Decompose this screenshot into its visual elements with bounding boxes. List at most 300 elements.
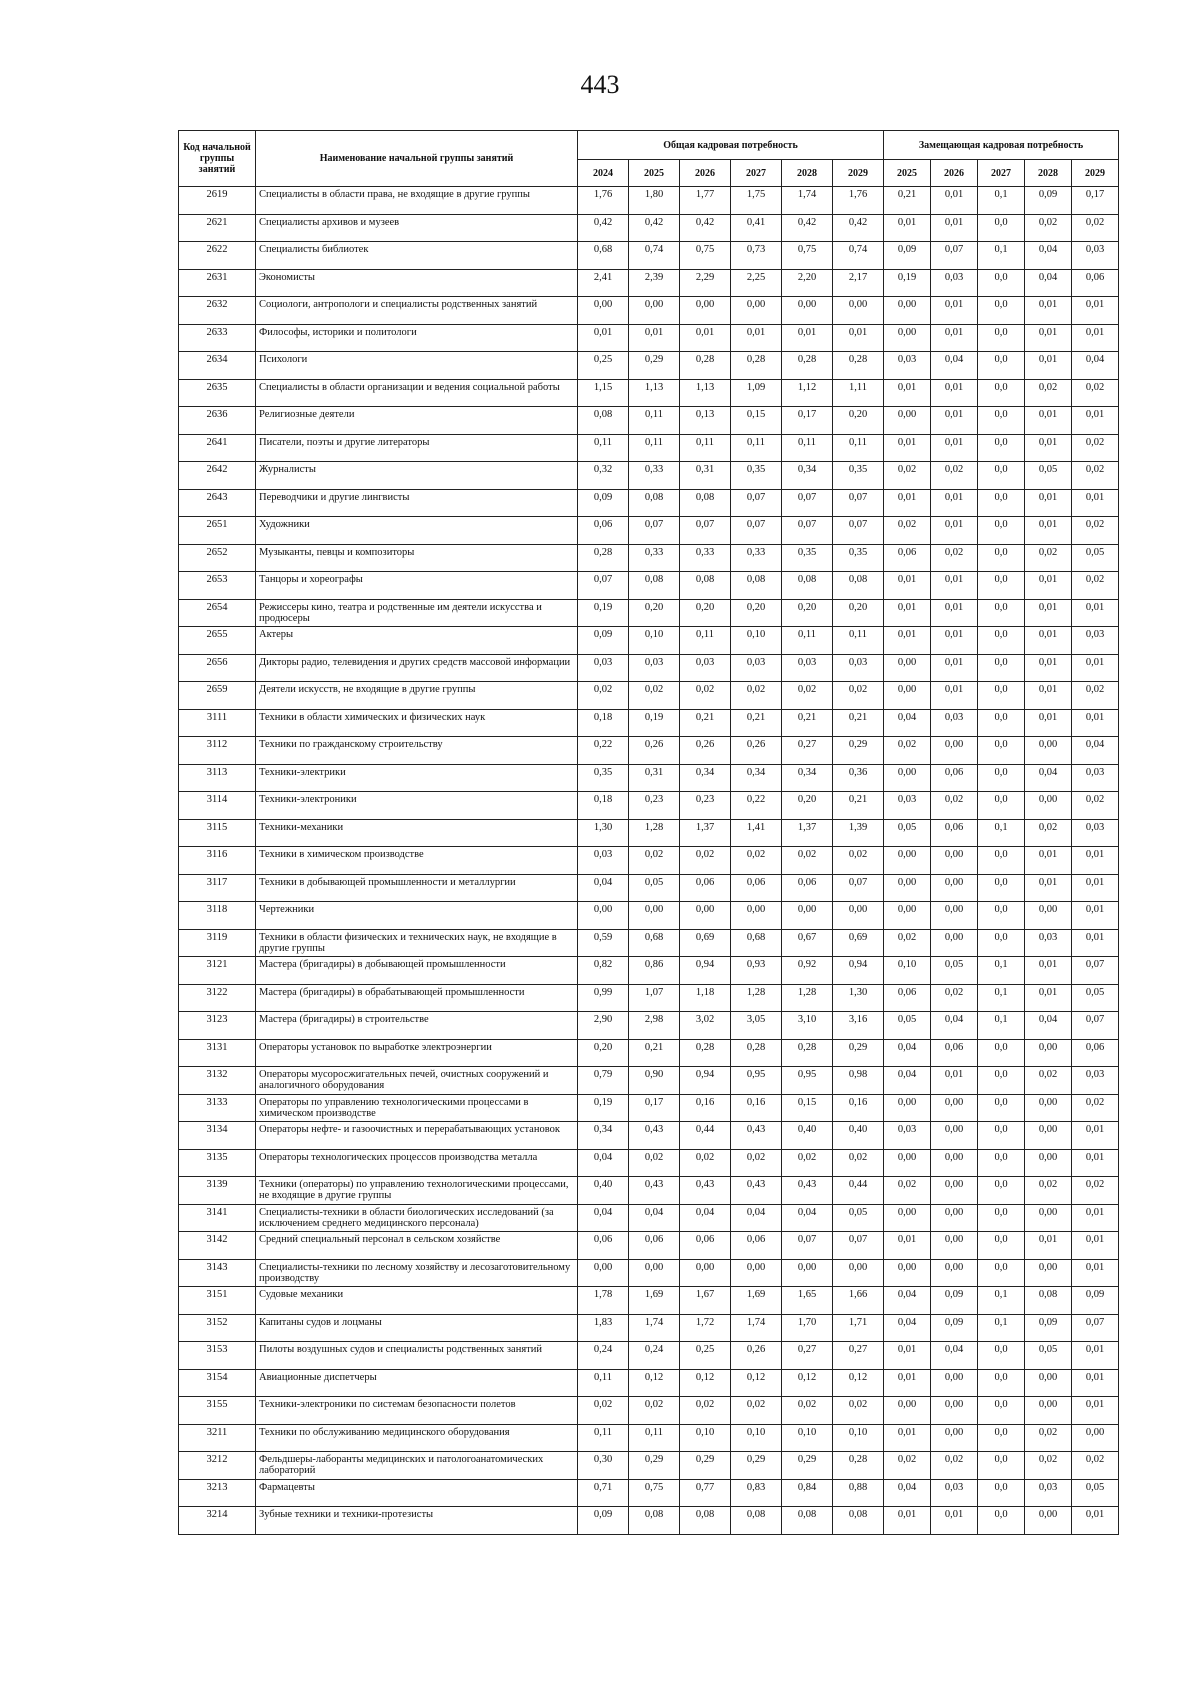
table-row [179,682,1119,710]
replacement-need-value: 0,02 [931,544,978,572]
total-need-value: 1,37 [782,819,833,847]
total-need-value: 0,02 [833,1397,884,1425]
total-need-value: 0,42 [578,214,629,242]
replacement-need-value: 0,01 [1072,1122,1119,1150]
total-need-value: 0,26 [731,737,782,765]
replacement-need-value: 0,0 [978,1259,1025,1287]
replacement-need-value: 0,0 [978,1122,1025,1150]
table-row [179,214,1119,242]
total-need-value: 0,07 [731,517,782,545]
replacement-need-value: 0,0 [978,1507,1025,1535]
occupation-name: Техники-электроники [256,792,578,820]
total-need-value: 0,01 [782,324,833,352]
replacement-need-value: 0,01 [1025,1232,1072,1260]
total-need-value: 0,02 [629,682,680,710]
total-need-value: 0,02 [833,847,884,875]
total-need-value: 1,37 [680,819,731,847]
total-need-value: 0,02 [629,847,680,875]
total-need-value: 0,06 [782,874,833,902]
occupation-name: Режиссеры кино, театра и родственные им деятели искусства и продюсеры [256,599,578,627]
occupation-code: 2632 [179,297,256,325]
replacement-need-value: 0,1 [978,1314,1025,1342]
total-need-value: 0,29 [629,1452,680,1480]
table-row [179,517,1119,545]
table-row [179,352,1119,380]
total-need-value: 0,40 [833,1122,884,1150]
replacement-need-value: 0,07 [931,242,978,270]
total-need-value: 0,35 [833,544,884,572]
replacement-need-value: 0,03 [1072,764,1119,792]
total-need-value: 0,43 [629,1122,680,1150]
replacement-need-value: 0,02 [1072,682,1119,710]
replacement-need-value: 0,03 [931,269,978,297]
total-need-value: 0,17 [629,1094,680,1122]
total-need-value: 0,43 [731,1122,782,1150]
total-need-value: 0,40 [782,1122,833,1150]
replacement-need-value: 0,0 [978,1479,1025,1507]
occupation-code: 2634 [179,352,256,380]
total-need-value: 0,93 [731,957,782,985]
replacement-need-value: 0,01 [931,489,978,517]
replacement-need-value: 0,01 [931,434,978,462]
total-need-value: 0,16 [833,1094,884,1122]
replacement-need-value: 0,06 [1072,269,1119,297]
replacement-need-value: 0,00 [931,929,978,957]
total-need-value: 0,03 [578,847,629,875]
total-need-value: 0,00 [578,297,629,325]
total-need-value: 0,01 [731,324,782,352]
replacement-need-value: 0,0 [978,407,1025,435]
replacement-need-value: 0,01 [884,1369,931,1397]
total-need-value: 0,31 [680,462,731,490]
replacement-need-value: 0,07 [1072,1012,1119,1040]
total-need-value: 0,00 [629,902,680,930]
total-need-value: 0,22 [731,792,782,820]
total-need-value: 1,11 [833,379,884,407]
total-need-value: 1,72 [680,1314,731,1342]
total-need-value: 0,25 [680,1342,731,1370]
header-code: Код начальной группы занятий [179,131,256,187]
total-need-value: 0,11 [629,1424,680,1452]
replacement-need-value: 0,02 [1072,792,1119,820]
replacement-need-value: 0,04 [884,1287,931,1315]
replacement-need-value: 0,00 [884,764,931,792]
replacement-need-value: 0,00 [884,1259,931,1287]
total-need-value: 0,21 [782,709,833,737]
header-replacement-year: 2026 [931,160,978,187]
occupation-code: 3213 [179,1479,256,1507]
table-row [179,1012,1119,1040]
occupation-code: 3132 [179,1067,256,1095]
total-need-value: 0,26 [680,737,731,765]
total-need-value: 0,21 [629,1039,680,1067]
total-need-value: 0,28 [833,352,884,380]
replacement-need-value: 0,07 [1072,957,1119,985]
total-need-value: 1,75 [731,187,782,215]
replacement-need-value: 0,09 [931,1287,978,1315]
total-need-value: 0,11 [731,434,782,462]
total-need-value: 0,04 [578,1204,629,1232]
total-need-value: 0,28 [731,1039,782,1067]
total-need-value: 1,74 [782,187,833,215]
replacement-need-value: 0,06 [931,764,978,792]
replacement-need-value: 0,01 [1025,517,1072,545]
replacement-need-value: 0,01 [931,682,978,710]
occupation-name: Мастера (бригадиры) в обрабатывающей промышленности [256,984,578,1012]
replacement-need-value: 0,01 [931,324,978,352]
replacement-need-value: 0,17 [1072,187,1119,215]
replacement-need-value: 0,06 [884,544,931,572]
table-row [179,1259,1119,1287]
replacement-need-value: 0,0 [978,1094,1025,1122]
total-need-value: 0,28 [578,544,629,572]
occupation-code: 2631 [179,269,256,297]
table-row [179,1369,1119,1397]
replacement-need-value: 0,02 [884,1177,931,1205]
total-need-value: 0,42 [629,214,680,242]
occupation-code: 3121 [179,957,256,985]
total-need-value: 1,18 [680,984,731,1012]
total-need-value: 1,39 [833,819,884,847]
total-need-value: 0,34 [782,462,833,490]
total-need-value: 0,09 [578,627,629,655]
total-need-value: 0,01 [578,324,629,352]
table-row [179,737,1119,765]
replacement-need-value: 0,09 [884,242,931,270]
total-need-value: 0,11 [782,434,833,462]
table-row [179,1122,1119,1150]
total-need-value: 0,35 [731,462,782,490]
replacement-need-value: 0,0 [978,1067,1025,1095]
replacement-need-value: 0,01 [1072,1204,1119,1232]
occupation-name: Философы, историки и политологи [256,324,578,352]
header-total-year: 2024 [578,160,629,187]
replacement-need-value: 0,00 [884,874,931,902]
total-need-value: 0,74 [833,242,884,270]
total-need-value: 1,13 [680,379,731,407]
total-need-value: 1,41 [731,819,782,847]
replacement-need-value: 0,02 [1025,1067,1072,1095]
table-row [179,819,1119,847]
replacement-need-value: 0,1 [978,187,1025,215]
total-need-value: 0,42 [680,214,731,242]
total-need-value: 0,67 [782,929,833,957]
total-need-value: 0,29 [833,1039,884,1067]
total-need-value: 0,04 [731,1204,782,1232]
occupation-name: Техники в области химических и физических наук [256,709,578,737]
total-need-value: 0,10 [731,627,782,655]
replacement-need-value: 0,00 [931,1424,978,1452]
total-need-value: 0,79 [578,1067,629,1095]
replacement-need-value: 0,0 [978,792,1025,820]
replacement-need-value: 0,01 [884,627,931,655]
occupation-name: Писатели, поэты и другие литераторы [256,434,578,462]
total-need-value: 0,35 [578,764,629,792]
total-need-value: 0,42 [782,214,833,242]
replacement-need-value: 0,01 [931,572,978,600]
replacement-need-value: 0,00 [1025,1149,1072,1177]
table-row [179,1149,1119,1177]
replacement-need-value: 0,0 [978,1204,1025,1232]
replacement-need-value: 0,04 [1025,764,1072,792]
total-need-value: 0,00 [833,1259,884,1287]
table-row [179,324,1119,352]
total-need-value: 0,07 [578,572,629,600]
total-need-value: 1,76 [833,187,884,215]
replacement-need-value: 0,01 [1025,407,1072,435]
total-need-value: 0,33 [680,544,731,572]
occupation-code: 2651 [179,517,256,545]
replacement-need-value: 0,1 [978,819,1025,847]
total-need-value: 0,92 [782,957,833,985]
replacement-need-value: 0,01 [1072,1232,1119,1260]
table-row [179,379,1119,407]
total-need-value: 2,90 [578,1012,629,1040]
replacement-need-value: 0,0 [978,489,1025,517]
total-need-value: 0,04 [578,874,629,902]
total-need-value: 0,07 [833,489,884,517]
replacement-need-value: 0,00 [884,1204,931,1232]
occupation-name: Авиационные диспетчеры [256,1369,578,1397]
replacement-need-value: 0,01 [884,434,931,462]
total-need-value: 0,03 [578,654,629,682]
total-need-value: 1,78 [578,1287,629,1315]
table-row [179,709,1119,737]
occupation-code: 2642 [179,462,256,490]
total-need-value: 1,12 [782,379,833,407]
total-need-value: 1,70 [782,1314,833,1342]
occupation-name: Пилоты воздушных судов и специалисты родственных занятий [256,1342,578,1370]
total-need-value: 0,33 [731,544,782,572]
replacement-need-value: 0,02 [884,737,931,765]
table-row [179,1232,1119,1260]
replacement-need-value: 0,06 [884,984,931,1012]
total-need-value: 0,09 [578,1507,629,1535]
replacement-need-value: 0,19 [884,269,931,297]
total-need-value: 0,11 [629,407,680,435]
total-need-value: 0,34 [578,1122,629,1150]
total-need-value: 1,66 [833,1287,884,1315]
table-row [179,1287,1119,1315]
total-need-value: 2,25 [731,269,782,297]
total-need-value: 0,02 [629,1149,680,1177]
replacement-need-value: 0,02 [1072,1177,1119,1205]
replacement-need-value: 0,00 [931,737,978,765]
replacement-need-value: 0,05 [884,819,931,847]
occupation-name: Психологи [256,352,578,380]
total-need-value: 0,08 [782,1507,833,1535]
total-need-value: 0,43 [680,1177,731,1205]
replacement-need-value: 0,01 [884,379,931,407]
occupation-name: Техники по гражданскому строительству [256,737,578,765]
total-need-value: 0,27 [782,737,833,765]
total-need-value: 0,40 [578,1177,629,1205]
total-need-value: 0,07 [833,874,884,902]
total-need-value: 0,00 [629,297,680,325]
replacement-need-value: 0,01 [1072,1369,1119,1397]
total-need-value: 0,86 [629,957,680,985]
replacement-need-value: 0,00 [884,1094,931,1122]
total-need-value: 0,28 [680,1039,731,1067]
replacement-need-value: 0,01 [931,1507,978,1535]
occupation-name: Актеры [256,627,578,655]
replacement-need-value: 0,01 [1025,352,1072,380]
total-need-value: 0,19 [578,1094,629,1122]
total-need-value: 0,83 [731,1479,782,1507]
total-need-value: 0,03 [782,654,833,682]
replacement-need-value: 0,01 [1025,847,1072,875]
total-need-value: 0,99 [578,984,629,1012]
total-need-value: 0,95 [731,1067,782,1095]
total-need-value: 0,88 [833,1479,884,1507]
occupation-code: 3133 [179,1094,256,1122]
total-need-value: 0,11 [578,434,629,462]
replacement-need-value: 0,00 [1025,1259,1072,1287]
replacement-need-value: 0,00 [884,324,931,352]
table-row [179,957,1119,985]
total-need-value: 0,41 [731,214,782,242]
occupation-name: Религиозные деятели [256,407,578,435]
total-need-value: 1,77 [680,187,731,215]
total-need-value: 0,07 [833,1232,884,1260]
total-need-value: 0,00 [731,1259,782,1287]
replacement-need-value: 0,05 [1072,544,1119,572]
replacement-need-value: 0,0 [978,874,1025,902]
table-row [179,1094,1119,1122]
total-need-value: 0,04 [782,1204,833,1232]
table-row [179,1067,1119,1095]
occupation-code: 3118 [179,902,256,930]
total-need-value: 0,20 [578,1039,629,1067]
occupation-code: 3211 [179,1424,256,1452]
replacement-need-value: 0,00 [1025,1369,1072,1397]
replacement-need-value: 0,0 [978,654,1025,682]
occupation-code: 2659 [179,682,256,710]
replacement-need-value: 0,01 [884,1232,931,1260]
replacement-need-value: 0,01 [884,1342,931,1370]
total-need-value: 0,00 [782,1259,833,1287]
total-need-value: 0,07 [629,517,680,545]
total-need-value: 0,02 [833,682,884,710]
total-need-value: 0,07 [782,1232,833,1260]
total-need-value: 0,03 [731,654,782,682]
occupation-name: Журналисты [256,462,578,490]
occupation-code: 3117 [179,874,256,902]
occupation-name: Переводчики и другие лингвисты [256,489,578,517]
replacement-need-value: 0,06 [931,819,978,847]
total-need-value: 0,28 [833,1452,884,1480]
total-need-value: 0,21 [833,709,884,737]
total-need-value: 0,02 [731,682,782,710]
total-need-value: 0,11 [578,1424,629,1452]
total-need-value: 0,02 [782,1149,833,1177]
total-need-value: 0,21 [833,792,884,820]
occupation-code: 2635 [179,379,256,407]
total-need-value: 0,29 [629,352,680,380]
replacement-need-value: 0,09 [1072,1287,1119,1315]
occupation-code: 3123 [179,1012,256,1040]
header-total-year: 2025 [629,160,680,187]
total-need-value: 3,02 [680,1012,731,1040]
replacement-need-value: 0,01 [931,187,978,215]
replacement-need-value: 0,01 [1025,957,1072,985]
total-need-value: 0,10 [731,1424,782,1452]
replacement-need-value: 0,05 [884,1012,931,1040]
table-row [179,874,1119,902]
total-need-value: 0,94 [680,1067,731,1095]
total-need-value: 0,06 [731,1232,782,1260]
total-need-value: 0,00 [680,297,731,325]
table-row [179,1452,1119,1480]
occupation-name: Капитаны судов и лоцманы [256,1314,578,1342]
occupation-code: 3135 [179,1149,256,1177]
occupation-name: Судовые механики [256,1287,578,1315]
replacement-need-value: 0,02 [1025,214,1072,242]
occupation-name: Специалисты-техники по лесному хозяйству и лесозаготовительному производству [256,1259,578,1287]
total-need-value: 0,00 [578,1259,629,1287]
total-need-value: 0,29 [833,737,884,765]
replacement-need-value: 0,01 [1072,654,1119,682]
total-need-value: 0,02 [578,682,629,710]
total-need-value: 0,44 [680,1122,731,1150]
occupation-code: 2656 [179,654,256,682]
total-need-value: 0,69 [680,929,731,957]
header-replacement-year: 2029 [1072,160,1119,187]
replacement-need-value: 0,0 [978,1039,1025,1067]
total-need-value: 0,11 [833,434,884,462]
total-need-value: 3,05 [731,1012,782,1040]
replacement-need-value: 0,00 [1025,737,1072,765]
replacement-need-value: 0,01 [1025,572,1072,600]
total-need-value: 0,11 [629,434,680,462]
total-need-value: 0,02 [782,682,833,710]
occupation-name: Операторы мусоросжигательных печей, очистных сооружений и аналогичного оборудования [256,1067,578,1095]
replacement-need-value: 0,0 [978,517,1025,545]
page-number: 443 [580,70,620,99]
replacement-need-value: 0,04 [884,1314,931,1342]
replacement-need-value: 0,04 [1072,737,1119,765]
replacement-need-value: 0,01 [1072,324,1119,352]
replacement-need-value: 0,02 [1025,819,1072,847]
total-need-value: 0,31 [629,764,680,792]
total-need-value: 0,11 [680,627,731,655]
total-need-value: 0,08 [629,1507,680,1535]
total-need-value: 0,26 [731,1342,782,1370]
occupation-code: 3155 [179,1397,256,1425]
total-need-value: 0,00 [680,902,731,930]
total-need-value: 0,73 [731,242,782,270]
occupation-code: 2641 [179,434,256,462]
table-row [179,407,1119,435]
replacement-need-value: 0,02 [1072,214,1119,242]
replacement-need-value: 0,02 [1025,1177,1072,1205]
total-need-value: 0,20 [782,792,833,820]
table-row [179,1507,1119,1535]
occupation-code: 2619 [179,187,256,215]
total-need-value: 1,83 [578,1314,629,1342]
total-need-value: 3,16 [833,1012,884,1040]
occupation-name: Чертежники [256,902,578,930]
replacement-need-value: 0,03 [1025,1479,1072,1507]
total-need-value: 0,27 [833,1342,884,1370]
replacement-need-value: 0,01 [931,654,978,682]
replacement-need-value: 0,02 [1025,544,1072,572]
occupation-name: Мастера (бригадиры) в добывающей промышленности [256,957,578,985]
total-need-value: 0,34 [782,764,833,792]
total-need-value: 0,19 [629,709,680,737]
total-need-value: 0,11 [833,627,884,655]
replacement-need-value: 0,05 [1072,984,1119,1012]
